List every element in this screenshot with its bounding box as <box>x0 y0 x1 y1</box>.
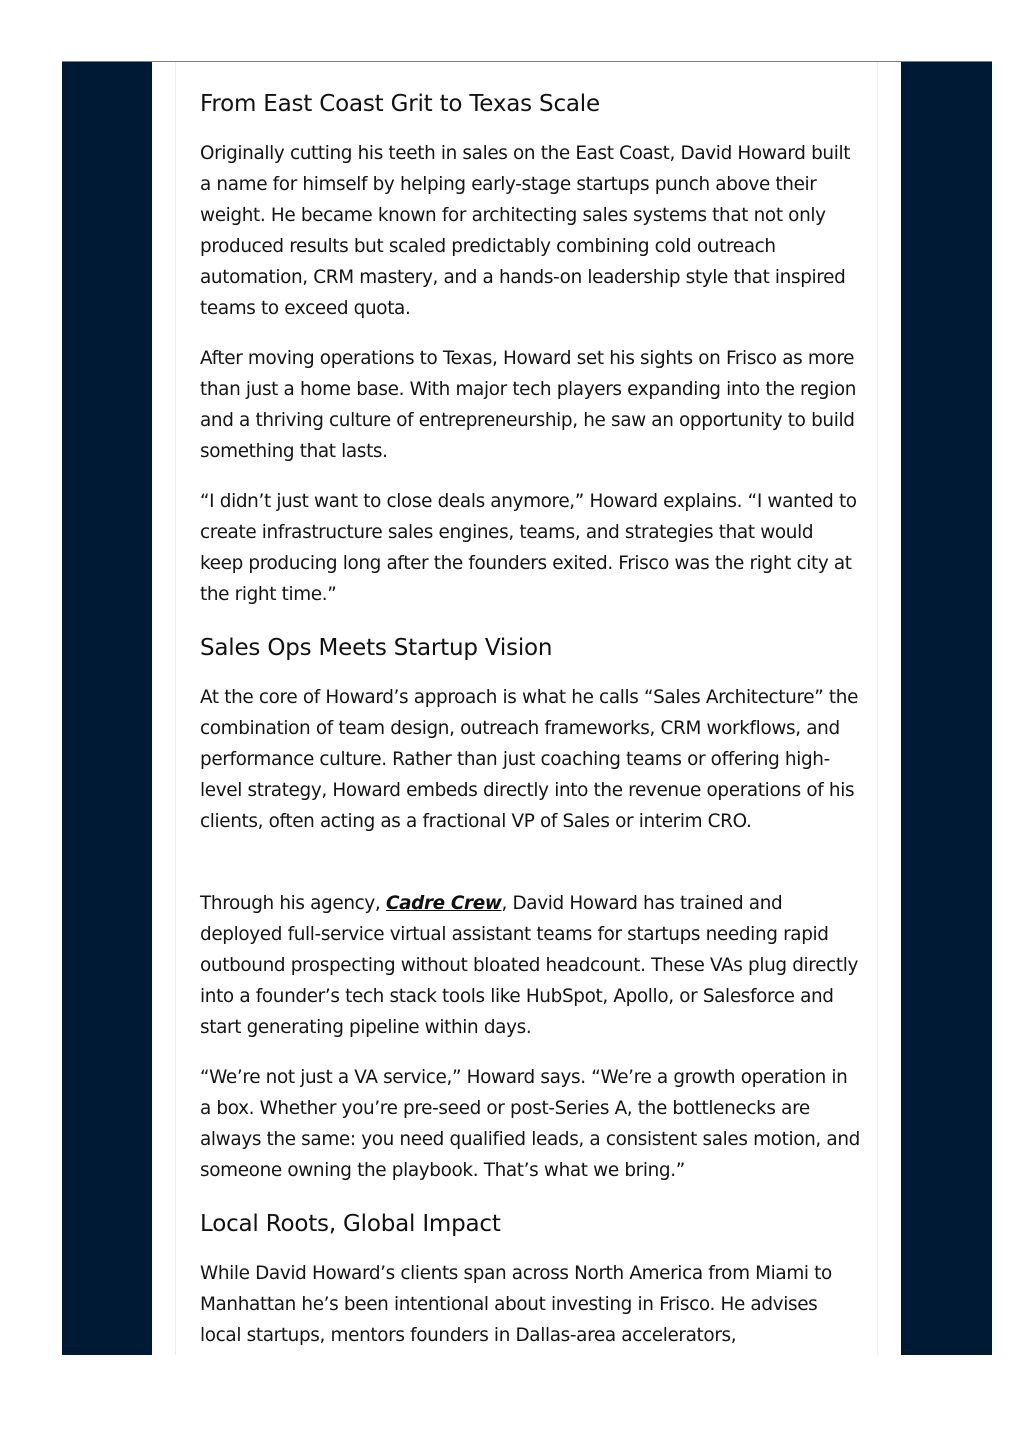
paragraph: After moving operations to Texas, Howard set his sights on Frisco as more than just a home base. With major tech players expanding into the region and a thriving culture of entrepreneurship, he saw an opportunity to build something that lasts. <box>200 348 857 462</box>
cadre-crew-link[interactable]: Cadre Crew <box>385 893 502 914</box>
paragraph: While David Howard’s clients span across North America from Miami to Manhattan he’s been intentional about investing in Frisco. He advises local startups, mentors founders in Dallas-area accelerators, <box>200 1263 832 1346</box>
paragraph-quote: “I didn’t just want to close deals anymore,” Howard explains. “I wanted to create infrastructure sales engines, teams, and strategies that would keep producing long after the founders exited. Frisco was the right city at the right time.” <box>200 491 857 605</box>
article-card[interactable] <box>152 62 901 1355</box>
agency-text-after: , David Howard has trained and deployed full-service virtual assistant teams for startups needing rapid outbound prospecting without bloated headcount. These VAs plug directly into a founder’s tech stack tools like HubSpot, Apollo, or Salesforce and start generating pipeline within days. <box>200 893 858 1038</box>
paragraph: Originally cutting his teeth in sales on the East Coast, David Howard built a name for himself by helping early-stage startups punch above their weight. He became known for architecting sales systems that not only produced results but scaled predictably combining cold outreach automation, CRM mastery, and a hands-on leadership style that inspired teams to exceed quota. <box>200 143 851 319</box>
section-heading-local-roots: Local Roots, Global Impact <box>200 1211 501 1237</box>
paragraph-quote: “We’re not just a VA service,” Howard says. “We’re a growth operation in a box. Whether you’re pre-seed or post-Series A, the bottlenecks are always the same: you need qualified leads, a consistent sales motion, and someone owning the playbook. That’s what we bring.” <box>200 1067 860 1181</box>
section-heading-sales-ops: Sales Ops Meets Startup Vision <box>200 635 553 661</box>
paragraph-agency <box>200 888 860 1043</box>
article-inner <box>175 62 878 1355</box>
section-heading-east-coast: From East Coast Grit to Texas Scale <box>200 91 600 117</box>
agency-text-before: Through his agency, <box>200 893 386 914</box>
article-frame <box>62 61 992 1355</box>
paragraph: At the core of Howard’s approach is what he calls “Sales Architecture” the combination of team design, outreach frameworks, CRM workflows, and performance culture. Rather than just coaching teams or offering high-level strategy, Howard embeds directly into the revenue operations of his clients, often acting as a fractional VP of Sales or interim CRO. <box>200 687 859 832</box>
